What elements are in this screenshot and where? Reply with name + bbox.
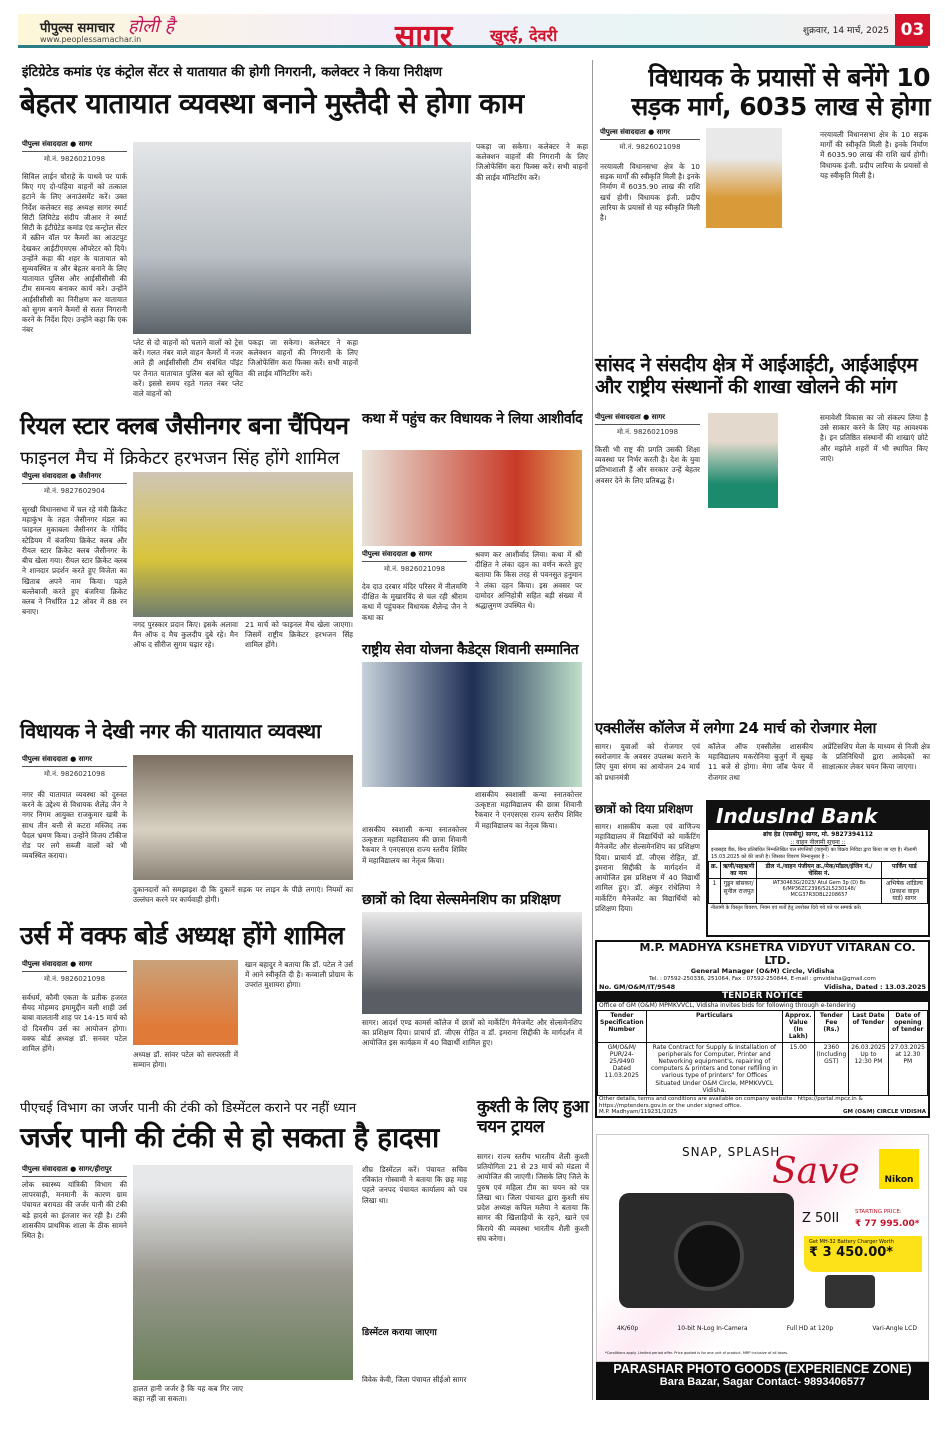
katha-photo (362, 450, 582, 546)
iit-byline (595, 413, 700, 437)
indusind-footer: नीलामी के विस्तृत विवरण, नियम एवं शर्तों हेतु उपरोक्त दिये गये पते पर सम्पर्क करें। (711, 904, 862, 911)
katha-text: देव दाउ दरबार मंदिर परिसर में नीलमणि दीक्षित के मुखारविंद से चल रही श्रीराम कथा में पहुंचकर विधायक शैलेन्द्र जैन ने कथा का (362, 582, 467, 622)
sales-photo (362, 912, 582, 1014)
traffic-text: नगर की यातायात व्यवस्था को दुरुस्त करने के उद्देश्य से विधायक शैलेंद्र जैन ने नगर निगम आयुक्त राजकुमार खत्री के साथ तीन बत्ती से कटरा मस्जिद तक पैदल भ्रमण किया। उन्होंने विजय टॉकीज रोड पर लगे सब्जी वालों को भी व्यवस्थित कराया। (22, 790, 127, 861)
tender-title: TENDER NOTICE (597, 991, 928, 1002)
column-divider (592, 60, 593, 1400)
nikon-logo: Nikon (879, 1149, 919, 1189)
feature: Full HD at 120p (786, 1325, 834, 1332)
urs-headline: उर्स में वक्फ बोर्ड अध्यक्ष होंगे शामिल (20, 921, 344, 950)
th: Date of opening of tender (888, 1010, 927, 1042)
roads-headline: विधायक के प्रयासों से बनेंगे 10 सड़क मार्ग, 6035 लाख से होगा (631, 63, 930, 121)
tank-caption: हालत हानी जर्जर है कि यह कब गिर जाए कहा नहीं जा सकता। (133, 1384, 243, 1404)
sales-headline: छात्रों को दिया सेल्समेनशिप का प्रशिक्षण (362, 892, 561, 908)
td: अभिषेक शांडिल्य (प्रकाश वाहन यार्ड) सागर (881, 879, 927, 904)
city-subtitle: खुरई, देवरी (490, 26, 558, 45)
mla-photo (706, 128, 782, 228)
tender-sign: GM (O&M) CIRCLE VIDISHA (842, 1109, 926, 1116)
tender-gm: General Manager (O&M) Circle, Vidisha (690, 967, 835, 976)
tender-table (597, 1010, 928, 1096)
td: 26.03.2025 Up to 12:30 PM (849, 1042, 888, 1095)
urs-photo (133, 960, 238, 1045)
td: 27.03.2025 at 12.30 PM (888, 1042, 927, 1095)
tank-box: डिस्मेंटल कराया जाएगा (362, 1328, 437, 1338)
katha-byline (362, 550, 467, 574)
mobile: मो.नं. 9826021098 (619, 143, 681, 151)
th: Approx. Value (In Lakh) (783, 1010, 814, 1042)
cricket-subhead: फाइनल मैच में क्रिकेटर हरभजन सिंह होंगे शामिल (20, 448, 340, 469)
mp-photo (708, 413, 778, 508)
indusind-logo: IndusInd Bank (708, 802, 928, 830)
roads-text: नरयावली विधानसभा क्षेत्र के 10 सड़क मार्गों की स्वीकृति मिली है। इनके निर्माण में 6035.90 लाख की राशि खर्च होगी। विधायक इंजी. प्रदीप लारिया के प्रयासों से यह स्वीकृति मिली है। (600, 162, 700, 223)
page-number: 03 (895, 14, 930, 46)
nikon-features (617, 1325, 917, 1332)
date: शुक्रवार, 14 मार्च, 2025 (802, 26, 889, 36)
urs-caption: अध्यक्ष डॉ. सांवर पटेल को सरपरस्ती में सम्मान होगा। (133, 1050, 238, 1070)
top-col3: पकड़ा जा सकेगा। कलेक्टर ने कहा कलेक्शन वाहनों की निगरानी के लिए जिओफेंसिंग करा फिक्स करें। सभी वाहनों की लाईव मॉनिटरिंग करें। (248, 338, 358, 378)
iit-text: किसी भी राष्ट्र की प्रगति उसकी शिक्षा व्यवस्था पर निर्भर करती है। देश के युवा प्रतिभाशाली हैं और सरकार उन्हें बेहतर अवसर देने के लिए प्रतिबद्ध है। (595, 445, 700, 485)
traffic-headline: विधायक ने देखी नगर की यातायात व्यवस्था (20, 719, 321, 743)
urs-text: सर्वधर्म, कौमी एकता के प्रतीक हजरत सैयद मोहम्मद इमामुद्दीन वली शाही उर्स बाबा वालतानी शाह पर 14-15 मार्च को दो दिवसीय उर्स का आयोजन होगा। वक्फ बोर्ड अध्यक्ष डॉ. सनवर पटेल शामिल होंगे। (22, 993, 127, 1054)
mobile: मो.नं. 9826021098 (43, 155, 106, 163)
th: Particulars (646, 1010, 782, 1042)
cricket-photo (133, 472, 353, 617)
nss-headline: राष्ट्रीय सेवा योजना कैडेट्स शिवानी सम्मानित (362, 642, 579, 658)
byline: पीपुल्स संवाददाता ● जैसीनगर (22, 472, 127, 484)
training-text: सागर। शासकीय कला एवं वाणिज्य महाविद्यालय में विद्यार्थियों को मार्केटिंग मैनेजमेंट और सेल्समेनशिप का प्रशिक्षण दिया। प्राचार्य डॉ. जीएस रोहित, डॉ. इमराना सिद्दीकी के मार्गदर्शन में आयोजित इस प्रशिक्षण में 40 विद्यार्थी शामिल हुए। डॉ. अंकुर रांधेलिया ने मार्केटिंग मैनेजमेंट का विद्यार्थियों को प्रशिक्षण दिया। (595, 822, 700, 913)
mobile: मो.नं. 9826021098 (43, 975, 106, 983)
nss-text: शासकीय स्वशासी कन्या स्नातकोत्तर उत्कृष्टता महाविद्यालय की छात्रा शिवानी रैकवार ने एनएसएस राज्य स्तरीय शिविर में महाविद्यालय का नेतृत्व किया। (362, 825, 467, 865)
mobile: मो.नं. 9827602904 (43, 487, 106, 495)
sales-text: सागर। आदर्श एण्ड कामर्स कॉलेज में छात्रों को मार्केटिंग मैनेजमेंट और सेल्समेनशिप का प्रशिक्षण दिया। प्राचार्य डॉ. जीएस रोहित व डॉ. इमराना सिद्दीकी के मार्गदर्शन में आयोजित इस कार्यक्रम में 40 विद्यार्थी शामिल हुए। (362, 1018, 582, 1048)
tender-contact: Tel. : 07592-250336, 251064, Fax : 07592-250844, E-mail : gmvidisha@gmail.com (649, 975, 876, 982)
feature: 4K/60p (617, 1325, 639, 1332)
traffic-photo (133, 755, 353, 880)
store-name: PARASHAR PHOTO GOODS (EXPERIENCE ZONE) (613, 1362, 912, 1376)
cricket-byline (22, 472, 127, 496)
th: पार्किंग यार्ड (881, 862, 927, 879)
mobile: मो.नं. 9826021098 (43, 770, 106, 778)
td: 2360 (Including GST) (814, 1042, 849, 1095)
tank-kicker: पीएचई विभाग का जर्जर पानी की टंकी को डिस्मेंटल कराने पर नहीं ध्यान (20, 1101, 357, 1116)
excellence-c2: कॉलेज ऑफ एक्सीलेंस शासकीय महाविद्यालय मकरोनिया बुजुर्ग में सुबह 11 बजे से होगा। मेगा जॉब फेयर में रोजगार तथा (708, 742, 813, 782)
store-address: Bara Bazar, Sagar Contact- 9893406577 (659, 1376, 866, 1388)
katha-headline: कथा में पहुंच कर विधायक ने लिया आशीर्वाद (362, 411, 583, 427)
indusind-table (708, 861, 928, 904)
tender-no: No. GM/O&M/IT/9548 (599, 982, 676, 991)
tank-text-2: शीघ्र डिस्मेंटल करें। पंचायत सचिव रविकांत गोस्वामी ने बताया कि छह माह पहले जनपद पंचायत कार्यालय को पत्र लिखा था। (362, 1165, 467, 1205)
urs-text-2: खान बहादुर ने बताया कि डॉ. पटेल ने उर्स में आने स्वीकृति दी है। कव्वाली प्रोग्राम के उपरांत मुशायरा होगा। (245, 960, 353, 990)
tender-ref: M.P. Madhyam/119231/2025 (599, 1109, 678, 1116)
byline: पीपुल्स संवाददाता ● सागर (22, 755, 127, 767)
td: 1 (709, 879, 721, 904)
byline: पीपुल्स संवाददाता ● सागर (22, 960, 127, 972)
offer-text: Get MH-32 Battery Charger Worth (809, 1239, 894, 1245)
td: 15.00 (783, 1042, 814, 1095)
excellence-c1: सागर। युवाओं को रोजगार एवं स्वरोजगार के अवसर उपलब्ध कराने के लिए युवा संगम का आयोजन 24 मार्च को प्रधानमंत्री (595, 742, 700, 782)
tender-other: Other details, terms and conditions are available on company website : https://portal.mpcz.in & https://mptenders.gov.in or the under signed office. (599, 1095, 863, 1109)
feature: Vari-Angle LCD (872, 1325, 917, 1332)
top-col2: प्लेट से दो वाहनों को चलाने वालों को ट्रेस करें। गलत नंबर वाले वाहन कैमरों में नजर आते ही आईसीसीसी टीम संबंधित पॉइंट पर तैनात यातायात पुलिस बल को सूचित करें। इससे समय रहते गलत नंबर प्लेट वाले वाहनों को (133, 338, 243, 399)
kushti-headline: कुश्ती के लिए हुआ चयन ट्रायल (477, 1097, 589, 1137)
tender-dated: Vidisha, Dated : 13.03.2025 (824, 982, 926, 991)
top-col1: सिविल लाईन चौराहे के पाथवे पर पार्क किए गए दो-पहिया वाहनों को तत्काल हटाने के लिए अनाउंसमेंट करें। उक्त निर्देश कलेक्टर सह अध्यक्ष सागर स्मार्ट सिटी लिमिटेड संदीप जीआर ने स्मार्ट सिटी के इंटीग्रेटेड कमांड एंड कन्ट्रोल सेंटर में स्क्रीन वॉल पर कैमरों का आउटपुट देखकर आईटीएमएस ऑपरेटर को दिये। उन्होंने कहा की शहर के यातायात को सुव्यवस्थित व और बेहतर बनाने के लिए यातायात पुलिस और आईसीसीसी की टीम समन्वय बनाकर कार्य करे। उन्होंने आईसीसीसी का निरीक्षण कर यातायात को सुगम बनाने कैमरों से सतत निगरानी करने के निर्देश दिए। उन्होंने कहा कि एक नंबर (22, 172, 127, 335)
water-tank-photo (133, 1165, 353, 1380)
th: डील नं./वाहन पंजीयन क्र./मेक/मॉडल/इंजिन नं./चेसिस नं. (757, 862, 881, 879)
th: Tender Specification Number (598, 1010, 647, 1042)
nikon-ad (596, 1134, 929, 1362)
nikon-model: Z 50II (802, 1211, 840, 1226)
katha-text-2: श्रवण कर आशीर्वाद लिया। कथा में श्री दीक्षित ने लंका दहन का वर्णन करते हुए बताया कि किस तरह से पवनसुत हनुमान ने लंका दहन किया। इस अवसर पर दामोदर अग्निहोत्री सहित बड़ी संख्या में श्रद्धालुगण उपस्थित थे। (475, 550, 582, 611)
holi-tag: होली है (128, 16, 175, 37)
cricket-text: सुरखी विधानसभा में चल रहे मंत्री क्रिकेट महाकुंभ के तहत जैसीनगर मंडल का फाइनल मुकाबला जैसीनगर के गोविंद स्टेडियम में बंजरिया क्रिकेट क्लब और रीयल स्टार क्रिकेट क्लब जैसीनगर के बीच खेला गया। रीयल स्टार क्रिकेट क्लब ने शानदार प्रदर्शन करते हुए विजेता का खिताब अपने नाम किया। पहले बल्लेबाजी करते हुए बंजरिया क्रिकेट क्लब ने निर्धारित 12 ओवर में 88 रन बनाए। (22, 505, 127, 617)
offer-price: ₹ 3 450.00* (809, 1245, 894, 1260)
tank-headline: जर्जर पानी की टंकी से हो सकता है हादसा (20, 1121, 439, 1154)
nikon-tagline: SNAP, SPLASH (682, 1145, 781, 1159)
training-headline: छात्रों को दिया प्रशिक्षण (595, 802, 693, 816)
th: Last Date of Tender (849, 1010, 888, 1042)
byline: पीपुल्स संवाददाता ● सागर (600, 128, 700, 140)
top-headline: बेहतर यातायात व्यवस्था बनाने मुस्तैदी से होगा काम (20, 87, 524, 120)
nikon-price: ₹ 77 995.00* (855, 1219, 920, 1229)
indusind-branch: ब्रांच हेड (एसबीयू) सागर, मो. 9827394112 (763, 831, 873, 838)
tender-company: M.P. MADHYA KSHETRA VIDYUT VITARAN CO. LTD. (639, 941, 916, 967)
nikon-price-label: STARTING PRICE: (855, 1209, 902, 1215)
tank-text: लोक स्वास्थ्य यांत्रिकी विभाग की लापरवाही, मनमानी के कारण ग्राम पंचायत बरायठा की जर्जर पानी की टंकी बड़े हादसे का इंतजार कर रही है। टंकी शासकीय प्राथमिक शाला के ठीक सामने स्थित है। (22, 1180, 127, 1241)
store-banner (596, 1362, 929, 1400)
tender-intro: Office of GM (O&M) MPMKVVCL, Vidisha invites bids for following through e-tendering (599, 1002, 856, 1010)
feature: 10-bit N-Log In-Camera (677, 1325, 748, 1332)
iit-headline: सांसद ने संसदीय क्षेत्र में आईआईटी, आईआईएम और राष्ट्रीय संस्थानों की शाखा खोलने की मांग (595, 354, 918, 398)
website: www.peoplessamachar.in (40, 35, 142, 44)
charger-image (825, 1275, 875, 1308)
nikon-terms: *Conditions apply. Limited period offer. Price quoted is for one unit of product. MRP inclusive of all taxes. (605, 1351, 789, 1355)
mobile: मो.नं. 9826021098 (616, 428, 679, 436)
nikon-offer (804, 1236, 922, 1272)
td: Rate Contract for Supply & Installation of peripherals for Computer, Printer and Networking equipment's, repairing of computers & printers and toner refilling in various type of printers" for Offices Situated Under O&M Circle, MPMKVVCL Vidisha. (646, 1042, 782, 1095)
top-kicker: इंटिग्रेटेड कमांड एंड कंट्रोल सेंटर से यातायात की होगी निगरानी, कलेक्टर ने किया निरीक्षण (22, 65, 442, 80)
byline-block (22, 140, 127, 164)
tender-notice (595, 940, 930, 1118)
cricket-text-3: 21 मार्च को फाइनल मैच खेला जाएगा। जिसमें राष्ट्रीय क्रिकेटर हरभजन सिंह शामिल होंगे। (245, 620, 353, 650)
excellence-headline: एक्सीलेंस कॉलेज में लगेगा 24 मार्च को रोजगार मेला (595, 719, 877, 737)
kushti-text: सागर। राज्य स्तरीय भारतीय शैली कुश्ती प्रतियोगिता 21 से 23 मार्च को मंडला में आयोजित की जाएगी। जिसके लिए जिले के पुरुष एवं महिला टीम का चयन को पत्र लिखा था। जिला पंचायत द्वारा कुश्ती संघ प्रदेश अध्यक्ष कपिल मलैया ने बताया कि सागर की खिलाड़ियों के रहने, खाने एवं किराये की व्यवस्था भारतीय शैली कुश्ती संघ करेगा। (477, 1152, 589, 1243)
mobile: मो.नं. 9826021098 (383, 565, 446, 573)
iit-text-2: समावेशी विकास का जो संकल्प लिया है उसे साकार करने के लिए यह आवश्यक है। इन प्रतिष्ठित संस्थानों की शाखाएं छोटे और मझोले शहरों में भी स्थापित किए जाएं। (820, 413, 928, 463)
nss-text-2: शासकीय स्वशासी कन्या स्नातकोत्तर उत्कृष्टता महाविद्यालय की छात्रा शिवानी रैकवार ने एनएसएस राज्य स्तरीय शिविर में महाविद्यालय का नेतृत्व किया। (475, 790, 582, 830)
roads-byline (600, 128, 700, 152)
tank-byline (22, 1165, 127, 1177)
control-centre-photo (133, 142, 471, 334)
urs-byline (22, 960, 127, 984)
td: गुड्डन बांसकर/ सुनील राजपूत (720, 879, 757, 904)
roads-text-2: नरयावली विधानसभा क्षेत्र के 10 सड़क मार्गों की स्वीकृति मिली है। इनके निर्माण में 6035.90 लाख की राशि खर्च होगी। विधायक इंजी. प्रदीप लारिया के प्रयासों से यह स्वीकृति मिली है। (820, 130, 928, 180)
cricket-text-2: नगद पुरस्कार प्रदान किए। इसके अलावा मैन ऑफ द मैच कुलदीप दुबे रहे। मैन ऑफ द सीरीज सुगम चढ़ार रहे। (133, 620, 238, 650)
indusind-body: इन्डसइंड बैंक, बिना प्रतिबंधित निम्नलिखित चल संपत्तियों (वाहनों) का विक्रय निविदा द्वारा किया जा रहा है। नीलामी 15.03.2025 को की जाती है। जिसका विवरण निम्नानुसार है :- (711, 847, 917, 860)
th: Tender Fee (Rs.) (814, 1010, 849, 1042)
td: IAT30463G/2023/ Atul Gem 3p (D) Bs 6/MP36ZC2396/S2L5230148/ MCG37R3DBL2208657 (757, 879, 881, 904)
tank-box-2: विवेक केवी, जिला पंचायत सीईओ सागर (362, 1375, 467, 1384)
byline: पीपुल्स संवाददाता ● सागर (22, 140, 127, 152)
traffic-text-2: दुकानदारों को समझाइश दी कि दुकानें सड़क पर लाइन के पीछे लगाएं। नियमों का उल्लंघन करने पर कार्यवाही होगी। (133, 885, 353, 905)
byline: पीपुल्स संवाददाता ● सागर/हीरापुर (22, 1165, 127, 1177)
traffic-byline (22, 755, 127, 779)
byline: पीपुल्स संवाददाता ● सागर (595, 413, 700, 425)
nss-photo (362, 662, 582, 787)
cricket-headline: रियल स्टार क्लब जैसीनगर बना चैंपियन (20, 412, 349, 440)
city-title: सागर (395, 19, 453, 54)
th: क्र. (709, 862, 721, 879)
td: GM/O&M/ PUR/24-25/9490 Dated 11.03.2025 (598, 1042, 647, 1095)
excellence-c3: अप्रेंटिसशिप मेला के माध्यम से निजी क्षेत्र के प्रतिनिधियों द्वारा आवेदकों का साक्षात्कार लेकर चयन किया जाएगा। (822, 742, 930, 772)
indusind-ad (706, 800, 930, 937)
nikon-save: Save (772, 1151, 860, 1192)
top-col4: पकड़ा जा सकेगा। कलेक्टर ने कहा कलेक्शन वाहनों की निगरानी के लिए जिओफेंसिंग करा फिक्स करें। सभी वाहनों की लाईव मॉनिटरिंग करें। (476, 142, 588, 182)
byline: पीपुल्स संवाददाता ● सागर (362, 550, 467, 562)
indusind-title: :: वाहन नीलामी सूचना :: (790, 839, 846, 846)
logo: पीपुल्स समाचार (40, 21, 115, 36)
th: ऋणी/सहऋणी का नाम (720, 862, 757, 879)
camera-image (619, 1193, 794, 1308)
